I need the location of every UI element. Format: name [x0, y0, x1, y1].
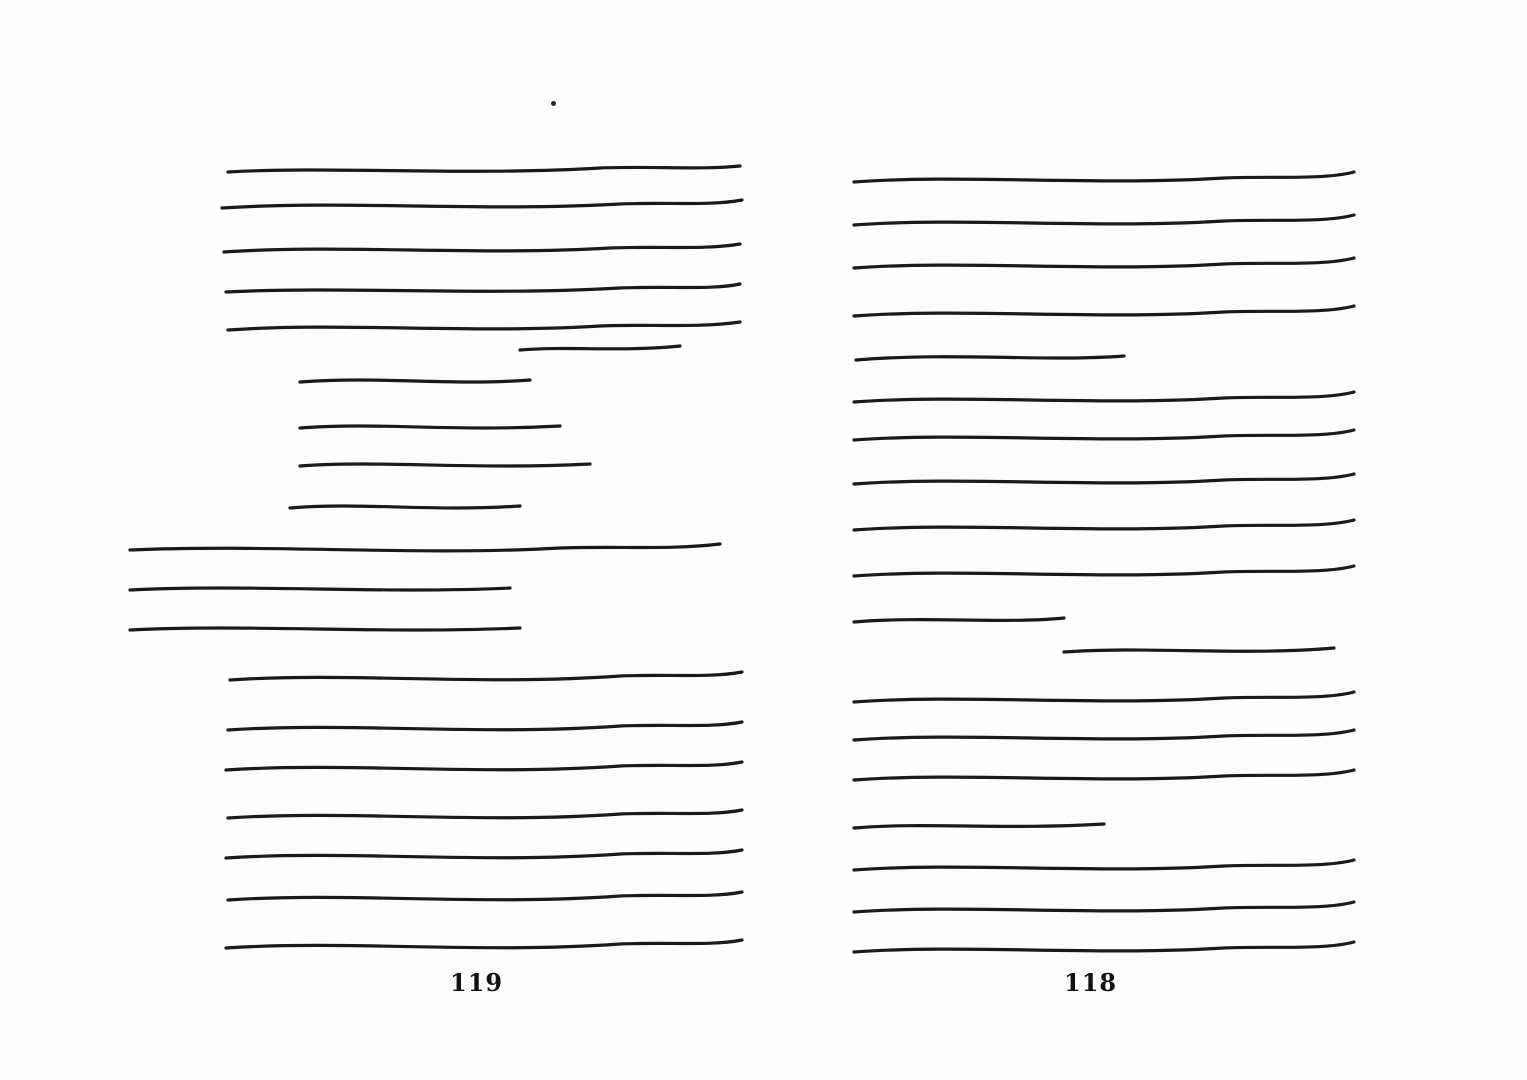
left-page: [0, 0, 763, 1080]
page-number: 118: [1064, 968, 1118, 997]
handwritten-text-block: [0, 0, 763, 1080]
right-page: [764, 0, 1527, 1080]
handwritten-text-block: [764, 0, 1527, 1080]
page-number: 119: [450, 968, 504, 997]
